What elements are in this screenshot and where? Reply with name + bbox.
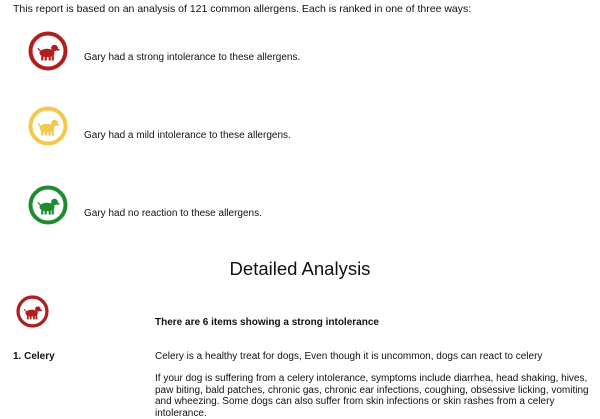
section-title: Detailed Analysis	[229, 258, 371, 279]
section-summary: There are 6 items showing a strong intolerance	[155, 317, 379, 328]
strong-intolerance-dog-icon	[16, 295, 49, 328]
legend-mild-text: Gary had a mild intolerance to these allergens.	[84, 130, 291, 141]
legend-strong-text: Gary had a strong intolerance to these allergens.	[84, 52, 301, 63]
item-description: Celery is a healthy treat for dogs, Even though it is uncommon, dogs can react to celery	[155, 351, 543, 362]
legend-none-text: Gary had no reaction to these allergens.	[84, 208, 262, 219]
strong-intolerance-dog-icon	[28, 31, 68, 71]
mild-intolerance-dog-icon	[28, 106, 68, 146]
report-intro: This report is based on an analysis of 121 common allergens. Each is ranked in one of three ways:	[13, 3, 472, 15]
item-symptoms: If your dog is suffering from a celery intolerance, symptoms include diarrhea, head shaking, hives, paw biting, bald patches, chronic gas, chronic ear infections, coughing, obsessive licking, vomiting and wheezing. Some dogs can also suffer from skin infections or skin rashes from a celery intolerance.	[155, 373, 589, 419]
no-reaction-dog-icon	[28, 185, 68, 225]
item-name: 1. Celery	[13, 351, 55, 362]
